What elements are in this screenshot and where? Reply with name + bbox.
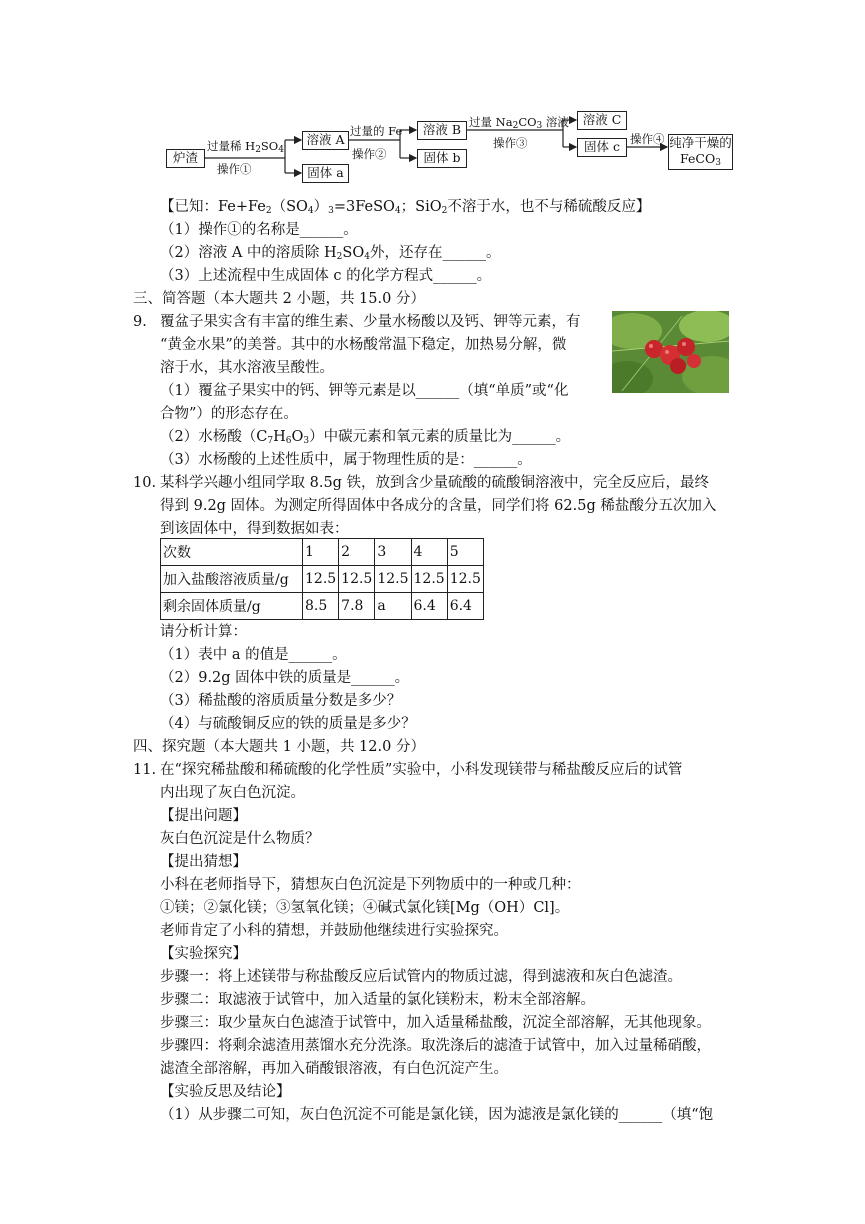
q11-heading-conclusion: 【实验反思及结论】	[160, 1084, 291, 1100]
reagent-label-3: 过量 $Na_2CO_3$ 溶液	[469, 115, 569, 131]
table-cell: 4	[411, 539, 447, 566]
q9-sub1-line1: （1）覆盆子果实中的钙、钾等元素是以______（填“单质”或“化	[160, 383, 569, 399]
table-cell: 12.5	[339, 566, 375, 593]
q9-sub1-line2: 合物”）的形态存在。	[160, 406, 298, 422]
operation-1-label: 操作①	[217, 162, 252, 176]
q11-step4-line2: 滤渣全部溶解，再加入硝酸银溶液，有白色沉淀产生。	[160, 1061, 508, 1077]
table-row	[161, 593, 484, 620]
operation-3-label: 操作③	[493, 136, 528, 150]
reagent-label-1: 过量稀 $H_2SO_4$	[207, 139, 284, 155]
q11-heading-hypothesis: 【提出猜想】	[160, 854, 247, 870]
q11-heading-question: 【提出问题】	[160, 808, 247, 824]
q9-line1: 覆盆子果实含有丰富的维生素、少量水杨酸以及钙、钾等元素，有	[160, 314, 581, 330]
reagent-label-2: 过量的 Fe	[350, 124, 403, 138]
q11-conclusion-1: （1）从步骤二可知，灰白色沉淀不可能是氯化镁，因为滤液是氯化镁的______（填“饱	[160, 1107, 714, 1123]
q11-hypothesis-options: ①镁；②氯化镁；③氢氧化镁；④碱式氯化镁[Mg（OH）Cl]。	[160, 900, 570, 916]
q11-step4-line1: 步骤四：将剩余滤渣用蒸馏水充分洗涤。取洗涤后的滤渣于试管中，加入过量稀硝酸，	[160, 1038, 711, 1054]
q11-step2: 步骤二：取滤液于试管中，加入适量的氯化镁粉末，粉末全部溶解。	[160, 992, 595, 1008]
table-cell: 12.5	[447, 566, 483, 593]
table-cell: 12.5	[303, 566, 339, 593]
q11-teacher-note: 老师肯定了小科的猜想，并鼓励他继续进行实验探究。	[160, 923, 508, 939]
q10-line1: 某科学兴趣小组同学取 8.5g 铁，放到含少量硫酸的硫酸铜溶液中，完全反应后，最终	[160, 475, 710, 491]
table-row	[161, 566, 484, 593]
q11-heading-experiment: 【实验探究】	[160, 946, 247, 962]
table-row	[161, 539, 484, 566]
solution-a-box: 溶液 A	[302, 131, 349, 150]
table-cell: 3	[375, 539, 411, 566]
furnace-slag-box: 炉渣	[166, 149, 205, 168]
table-cell: 7.8	[339, 593, 375, 620]
table-cell: 1	[303, 539, 339, 566]
q10-sub3: （3）稀盐酸的溶质质量分数是多少？	[160, 693, 402, 709]
q11-number: 11.	[133, 762, 157, 778]
q10-sub4: （4）与硫酸铜反应的铁的质量是多少？	[160, 716, 416, 732]
operation-4-label: 操作④	[630, 132, 665, 146]
section-4-heading: 四、探究题（本大题共 1 小题，共 12.0 分）	[133, 739, 425, 755]
operation-2-label: 操作②	[352, 147, 387, 161]
q10-analysis-prompt: 请分析计算：	[160, 624, 247, 640]
table-cell: 6.4	[411, 593, 447, 620]
q11-step3: 步骤三：取少量灰白色滤渣于试管中，加入适量稀盐酸，沉淀全部溶解，无其他现象。	[160, 1015, 711, 1031]
q11-question-text: 灰白色沉淀是什么物质？	[160, 831, 320, 847]
raspberry-photo	[612, 311, 729, 393]
section-3-heading: 三、简答题（本大题共 2 小题，共 15.0 分）	[133, 291, 425, 307]
table-cell: 8.5	[303, 593, 339, 620]
q8-sub3: （3）上述流程中生成固体 c 的化学方程式______。	[160, 268, 492, 284]
solid-a-box: 固体 a	[302, 164, 349, 183]
q10-line2: 得到 9.2g 固体。为测定所得固体中各成分的含量，同学们将 62.5g 稀盐酸分五次加入	[160, 498, 717, 514]
table-cell: a	[375, 593, 411, 620]
raspberry-illustration	[612, 311, 729, 393]
table-cell: 2	[339, 539, 375, 566]
table-cell: 剩余固体质量/g	[161, 593, 303, 620]
table-cell: 5	[447, 539, 483, 566]
q11-line2: 内出现了灰白色沉淀。	[160, 785, 305, 801]
table-cell: 12.5	[411, 566, 447, 593]
q8-sub1: （1）操作①的名称是______。	[160, 222, 358, 238]
table-cell: 12.5	[375, 566, 411, 593]
solution-b-box: 溶液 B	[417, 121, 467, 140]
q9-sub2: （2）水杨酸$(C_7H_6O_3)$中碳元素和氧元素的质量比为______。	[160, 429, 571, 446]
q9-line3: 溶于水，其水溶液呈酸性。	[160, 360, 334, 376]
known-info: 【已知：$Fe+Fe_2(SO_4)_3=3FeSO_4$；SiO$_2$不溶于水，也不与稀硫酸反应】	[160, 199, 651, 216]
q10-sub2: （2）9.2g 固体中铁的质量是______。	[160, 670, 410, 686]
q9-line2: “黄金水果”的美誉。其中的水杨酸常温下稳定，加热易分解，微	[160, 337, 567, 353]
q11-hypothesis-intro: 小科在老师指导下，猜想灰白色沉淀是下列物质中的一种或几种：	[160, 877, 581, 893]
solid-c-box: 固体 c	[577, 138, 627, 157]
q10-sub1: （1）表中 a 的值是______。	[160, 647, 347, 663]
table-cell: 6.4	[447, 593, 483, 620]
table-cell: 加入盐酸溶液质量/g	[161, 566, 303, 593]
q11-line1: 在“探究稀盐酸和稀硫酸的化学性质”实验中，小科发现镁带与稀盐酸反应后的试管	[160, 762, 683, 778]
data-table	[160, 538, 484, 620]
product-box: 纯净干燥的 FeCO$_3$	[669, 135, 732, 168]
q10-line3: 到该固体中，得到数据如表：	[160, 521, 349, 537]
q8-sub2: （2）溶液 A 中的溶质除 $H_2SO_4$外，还存在______。	[160, 245, 501, 262]
table-cell: 次数	[161, 539, 303, 566]
q9-number: 9.	[133, 314, 147, 330]
flowchart-arrows	[0, 0, 865, 200]
solution-c-box: 溶液 C	[577, 111, 627, 130]
q11-step1: 步骤一：将上述镁带与称盐酸反应后试管内的物质过滤，得到滤液和灰白色滤渣。	[160, 969, 682, 985]
solid-b-box: 固体 b	[417, 149, 467, 168]
q9-sub3: （3）水杨酸的上述性质中，属于物理性质的是：______。	[160, 452, 532, 468]
q10-number: 10.	[133, 475, 157, 491]
